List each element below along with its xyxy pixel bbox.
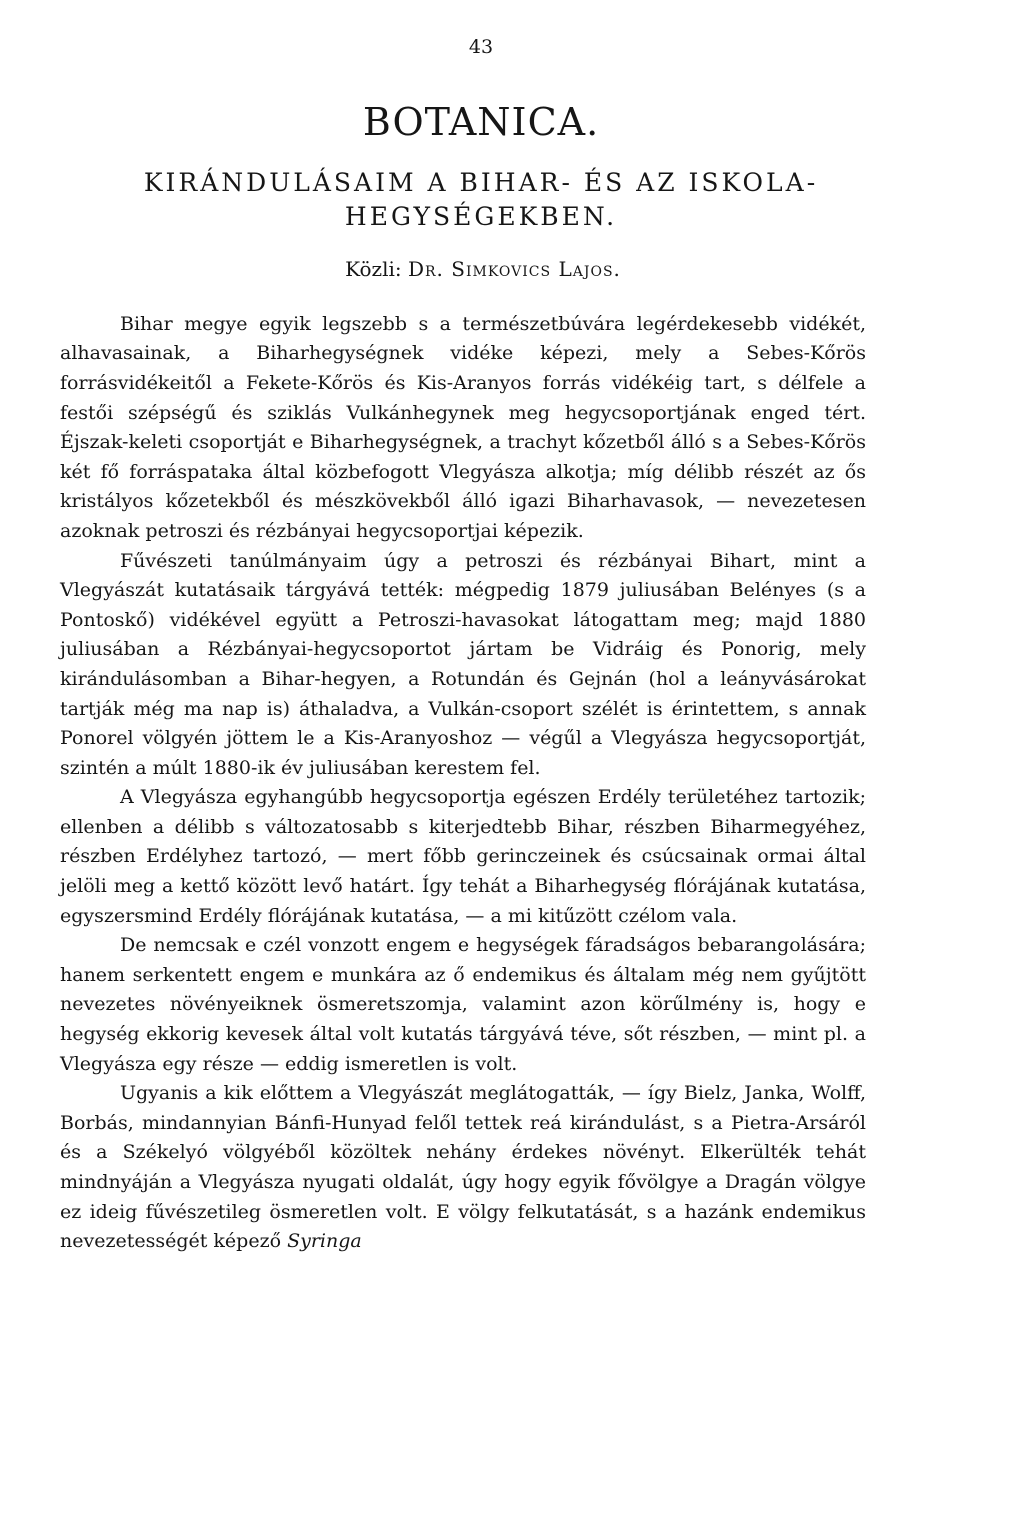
article-title-line-2: HEGYSÉGEKBEN. — [344, 201, 618, 231]
page — [60, 36, 866, 1257]
author-name: Dr. Simkovics Lajos. — [407, 256, 621, 281]
paragraph-2: Fűvészeti tanúlmányaim úgy a petroszi és rézbányai Bihart, mint a Vlegyászát kutatásaik tárgyává tették: mégpedig 1879 juliusában Belényes (s a Pontoskő) vidékével együtt a Petroszi-havasokat látogattam meg; majd 1880 juliusában a Rézbányai-hegycsoportot jártam be Vidráig és Ponorig, mely kirándulásomban a Bihar-hegyen, a Rotundán és Gejnán (hol a leányvásárokat tartják még ma nap is) áthaladva, a Vulkán-csoport szélét is érintettem, s annak Ponorel völgyén jöttem le a Kis-Aranyoshoz — végűl a Vlegyásza hegycsoportját, szintén a múlt 1880-ik év juliusában kerestem fel. — [60, 549, 866, 779]
article-title — [60, 166, 866, 234]
paragraph-5 — [60, 1079, 866, 1257]
paragraph-1: Bihar megye egyik legszebb s a természetbúvára legérdekesebb vidékét, alhavasainak, a Biharhegységnek vidéke képezi, mely a Sebes-Kőrös forrásvidékeitől a Fekete-Kőrös és Kis-Aranyos forrás vidékéig tart, s délfele a festői szépségű és sziklás Vulkánhegynek meg hegycsoportjának enged tért. Éjszak-keleti csoportját e Biharhegységnek, a trachyt kőzetből álló s a Sebes-Kőrös két fő forráspataka által közbefogott Vlegyásza alkotja; míg délibb részét az ős kristályos kőzetekből és mészkövekből álló igazi Biharhavasok, — nevezetesen azoknak petroszi és rézbányai hegycsoportjai képezik. — [60, 312, 866, 542]
paragraph-3: A Vlegyásza egyhangúbb hegycsoportja egészen Erdély területéhez tartozik; ellenben a délibb s változatosabb s kiterjedtebb Bihar, részben Biharmegyéhez, részben Erdélyhez tartozó, — mert főbb gerinczeinek és csúcsainak ormai által jelöli meg a kettő között levő határt. Így tehát a Biharhegység flórájának kutatása, egyszersmind Erdély flórájának kutatása, — a mi kitűzött czélom vala. — [60, 786, 866, 927]
paragraph-4: De nemcsak e czél vonzott engem e hegységek fáradságos bebarangolására; hanem serkentett engem e munkára az ő endemikus és általam még nem gyűjtött nevezetes növényeiknek ösmeretszomja, valamint azon körűlmény is, hogy e hegység ekkorig kevesek által volt kutatás tárgyává téve, sőt részben, — mint pl. a Vlegyásza egy része — eddig ismeretlen is volt. — [60, 934, 866, 1075]
italic-term: Syringa — [287, 1230, 362, 1253]
article-title-line-1: KIRÁNDULÁSAIM A BIHAR- ÉS AZ ISKOLA- — [143, 167, 819, 197]
paragraph-5-text: Ugyanis a kik előttem a Vlegyászát meglátogatták, — így Bielz, Janka, Wolff, Borbás, mindannyian Bánfi-Hunyad felől tettek reá kirándulást, s a Pietra-Arsáról és a Székelyó völgyéből közöltek nehány érdekes növényt. Elkerülték tehát mindnyáján a Vlegyásza nyugati oldalát, úgy hogy egyik fővölgye a Dragán völgye ez ideig fűvészetileg ösmeretlen volt. E völgy felkutatását, s a hazánk endemikus nevezetességét képező — [60, 1082, 866, 1253]
page-number: 43 — [468, 36, 494, 58]
byline-prefix: Közli: — [345, 256, 402, 281]
article-body — [60, 310, 866, 1257]
byline — [60, 254, 866, 284]
section-title: BOTANICA. — [362, 100, 600, 144]
